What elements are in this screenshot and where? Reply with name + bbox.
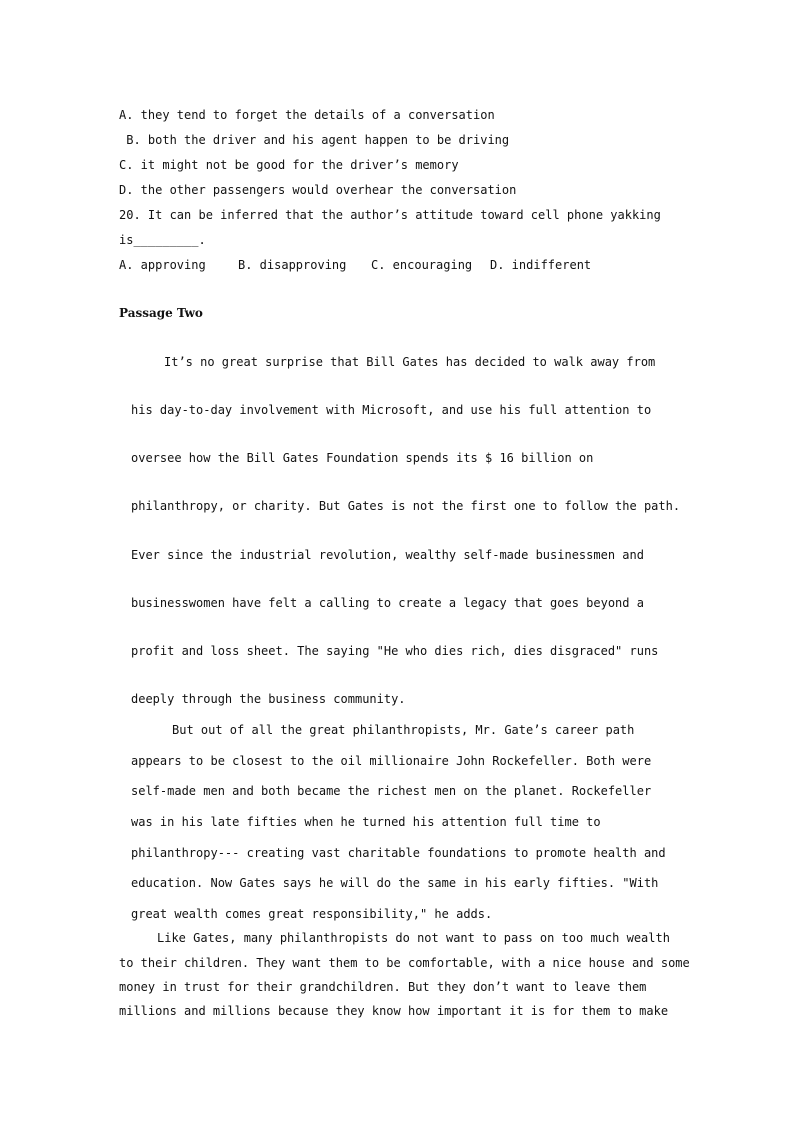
passage-title: Passage Two [119, 306, 203, 320]
para1-line: It’s no great surprise that Bill Gates has decided to walk away from [164, 355, 656, 369]
q19-option-b: B. both the driver and his agent happen to be driving [119, 133, 510, 147]
para2-line: was in his late fifties when he turned his attention full time to [131, 815, 601, 829]
q20-option-d: D. indifferent [490, 258, 592, 272]
para1-line: oversee how the Bill Gates Foundation spends its $ 16 billion on [131, 451, 594, 465]
para3-line: Like Gates, many philanthropists do not want to pass on too much wealth [157, 931, 670, 945]
para3-line: millions and millions because they know how important it is for them to make [119, 1004, 669, 1018]
para2-line: But out of all the great philanthropists, Mr. Gate’s career path [172, 723, 635, 737]
para3-line: money in trust for their grandchildren. But they don’t want to leave them [119, 980, 647, 994]
para2-line: appears to be closest to the oil millionaire John Rockefeller. Both were [131, 754, 652, 768]
q19-option-d: D. the other passengers would overhear the conversation [119, 183, 517, 197]
q19-option-a: A. they tend to forget the details of a conversation [119, 108, 495, 122]
para2-line: philanthropy--- creating vast charitable foundations to promote health and [131, 846, 666, 860]
para1-line: profit and loss sheet. The saying "He who dies rich, dies disgraced" runs [131, 644, 659, 658]
para2-line: self-made men and both became the richest men on the planet. Rockefeller [131, 784, 652, 798]
q20-stem-line2: is_________. [119, 233, 206, 247]
para1-line: his day-to-day involvement with Microsoft, and use his full attention to [131, 403, 652, 417]
q20-stem-line1: 20. It can be inferred that the author’s attitude toward cell phone yakking [119, 208, 661, 222]
para1-line: philanthropy, or charity. But Gates is not the first one to follow the path. [131, 499, 681, 513]
para1-line: businesswomen have felt a calling to create a legacy that goes beyond a [131, 596, 644, 610]
q20-option-c: C. encouraging [371, 258, 473, 272]
para1-line: Ever since the industrial revolution, wealthy self-made businessmen and [131, 548, 644, 562]
para1-line: deeply through the business community. [131, 692, 406, 706]
q20-option-b: B. disapproving [238, 258, 347, 272]
q20-option-a: A. approving [119, 258, 206, 272]
para2-line: great wealth comes great responsibility," he adds. [131, 907, 493, 921]
para3-line: to their children. They want them to be comfortable, with a nice house and some [119, 956, 690, 970]
para2-line: education. Now Gates says he will do the same in his early fifties. "With [131, 876, 659, 890]
q19-option-c: C. it might not be good for the driver’s memory [119, 158, 459, 172]
